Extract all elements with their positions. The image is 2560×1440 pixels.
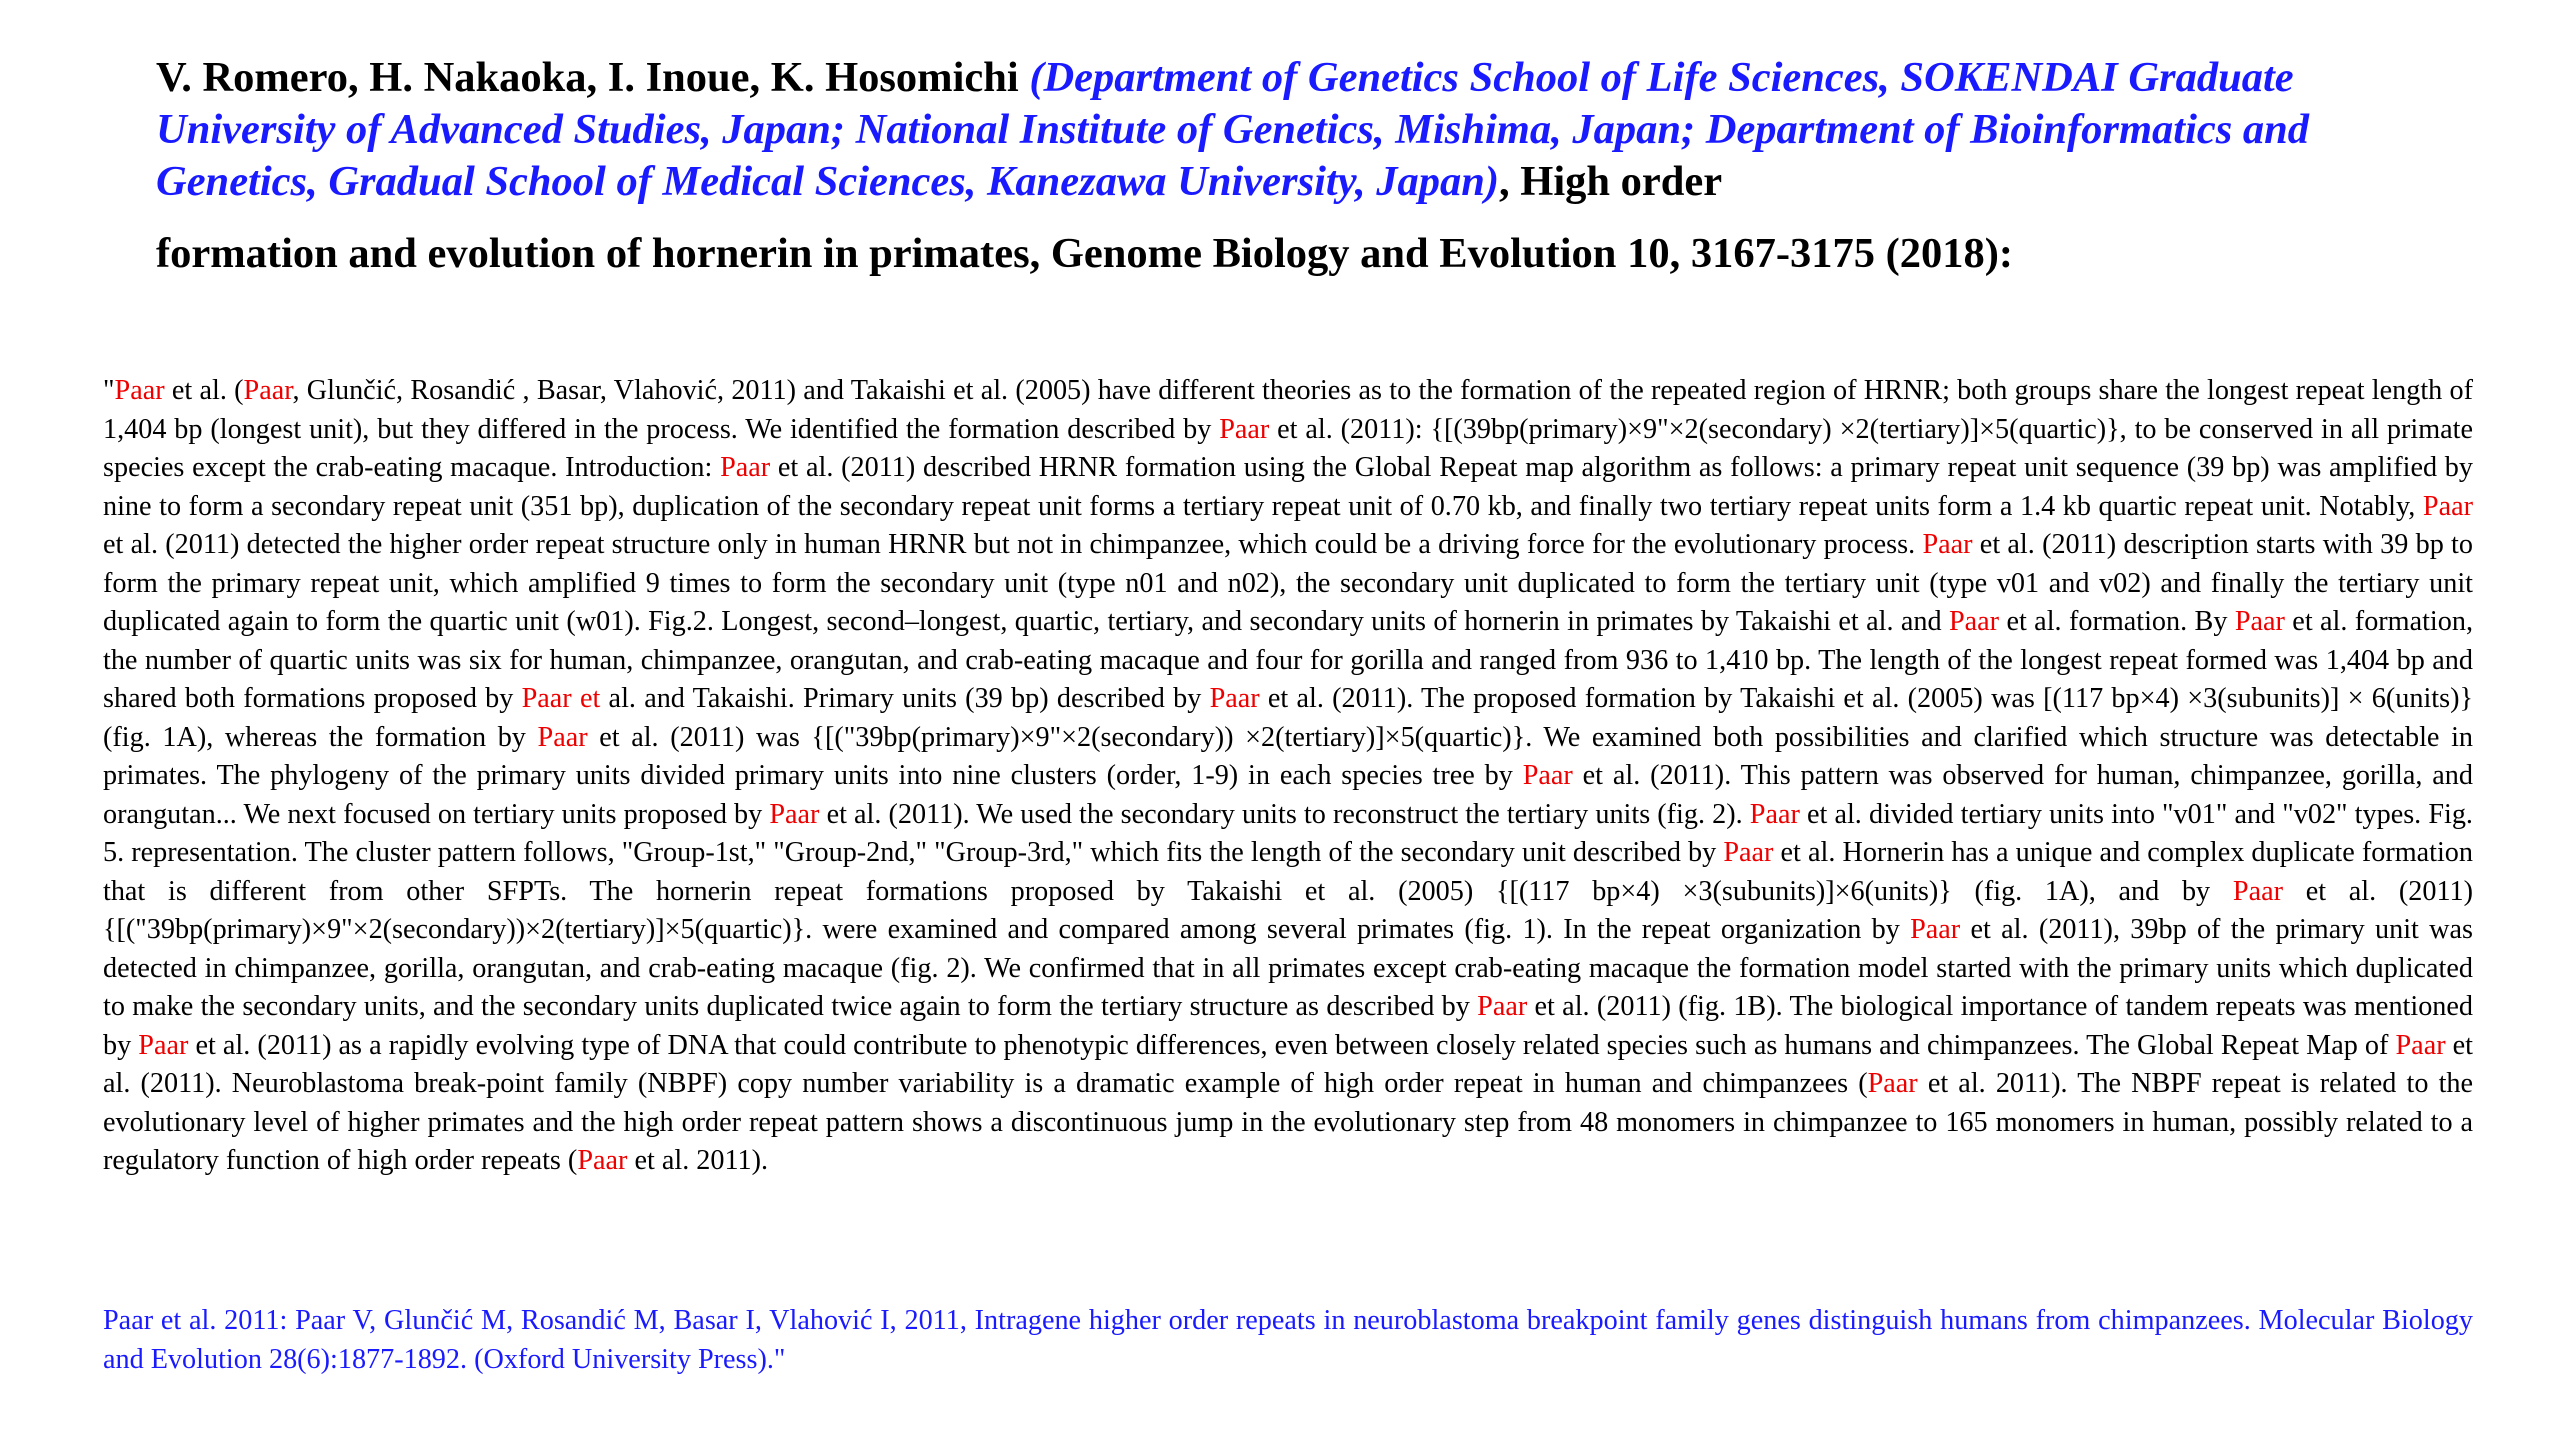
paar-highlight: Paar (1867, 1068, 1918, 1099)
title-part-1: , High order (1499, 158, 1723, 205)
quote-text-segment: et al. divided tertiary units into "v01" and "v02" types. Fig. 5. representation. The cluster pattern follows, "Group-1st," "Group-2nd," "Group-3rd," which fits the length of the secondary unit described by (103, 798, 2473, 868)
quote-text-segment: et al. (2011) was {[("39bp(primary)×9"×2(secondary)) ×2(tertiary)]×5(quartic)}. We examined both possibilities and clarified which structure was detectable in primates. The phylogeny of the primary units divided primary units into nine clusters (order, 1-9) in each species tree by (103, 721, 2473, 791)
paar-highlight: Paar (1948, 606, 2000, 637)
paar-highlight: Paar (1219, 413, 1270, 445)
quote-text-segment: et al. (2011) {[("39bp(primary)×9"×2(secondary))×2(tertiary)]×5(quartic)}. were examined and compared among several primates (fig. 1). In the repeat organization by (103, 875, 2473, 945)
quote-text-segment: al. and Takaishi. Primary units (39 bp) described by (600, 683, 1210, 714)
paar-highlight: Paar (114, 375, 165, 406)
paar-highlight: Paar (1922, 529, 1973, 560)
quote-text-segment: et al. formation, the number of quartic units was six for human, chimpanzee, orangutan, and crab-eating macaque and four for gorilla and ranged from 936 to 1,410 bp. The length of the longest repeat formed was 1,404 bp and shared both formations proposed by (103, 606, 2474, 714)
citation-heading (156, 52, 2456, 280)
paar-highlight: Paar (1749, 798, 1800, 830)
title-part-2: formation and evolution of hornerin in primates, Genome Biology and Evolution 10, 3167-3175 (2018): (156, 230, 2014, 277)
quote-text-segment: et al. formation. By (1999, 606, 2235, 637)
quote-text-segment: et al. (2011), 39bp of the primary unit was detected in chimpanzee, gorilla, orangutan, and crab-eating macaque (fig. 2). We confirmed that in all primates except crab-eating macaque the formation model started with the primary units which duplicated to make the secondary units, and the secondary units duplicated twice again to form the tertiary structure as described by (103, 914, 2474, 1022)
quote-text-segment: et al. (2011) described HRNR formation using the Global Repeat map algorithm as follows: a primary repeat unit sequence (39 bp) was amplified by nine to form a secondary repeat unit (351 bp), duplication of the secondary repeat unit forms a tertiary repeat unit of 0.70 kb, and finally two tertiary repeat units form a 1.4 kb quartic repeat unit. Notably, (103, 452, 2473, 522)
quote-text-segment: et al. Hornerin has a unique and complex duplicate formation that is different from other SFPTs. The hornerin repeat formations proposed by Takaishi et al. (2005) {[(117 bp×4) ×3(subunits)]×6(units)} (fig. 1A), and by (103, 837, 2473, 907)
paar-highlight: Paar (2232, 875, 2283, 907)
quote-text-segment: et al. (2011) (fig. 1B). The biological importance of tandem repeats was mentioned by (103, 991, 2473, 1061)
quote-text-segment: et al. (2011) detected the higher order repeat structure only in human HRNR but not in chimpanzee, which could be a driving force for the evolutionary process. (103, 529, 1923, 560)
paar-highlight: Paar (2422, 490, 2473, 522)
paar-highlight: Paar (138, 1029, 189, 1061)
quote-paragraph (103, 372, 2473, 1181)
authors: V. Romero, H. Nakaoka, I. Inoue, K. Hosomichi (156, 54, 1019, 101)
quote-text-segment: et al. 2011). (627, 1145, 769, 1176)
quote-text-segment: " (103, 375, 115, 406)
affiliation: (Department of Genetics School of Life Sciences, SOKENDAI Graduate University of Advanced Studies, Japan; National Institute of Genetics, Mishima, Japan; Department of Bioinformatics and Genetics, Gradual School of Medical Sciences, Kanezawa University, Japan) (156, 54, 2310, 205)
paar-highlight: Paar (1910, 914, 1961, 945)
quote-text-segment: , Glunčić, Rosandić , Basar, Vlahović, 2011) and Takaishi et al. (2005) have different theories as to the formation of the repeated region of HRNR; both groups share the longest repeat length of 1,404 bp (longest unit), but they differed in the process. We identified the formation described by (103, 375, 2473, 445)
paar-highlight: Paar (1209, 683, 1260, 714)
paar-highlight: Paar (1522, 760, 1573, 791)
quote-text-segment: et al. (2011). This pattern was observed for human, chimpanzee, gorilla, and orangutan... We next focused on tertiary units proposed by (103, 760, 2473, 830)
paar-highlight: Paar (2234, 606, 2285, 637)
quote-text-segment: et al. (2011) description starts with 39 bp to form the primary repeat unit, which amplified 9 times to form the secondary unit (type n01 and n02), the secondary unit duplicated to form the tertiary unit (type v01 and v02) and finally the tertiary unit duplicated again to form the quartic unit (w01). Fig.2. Longest, second–longest, quartic, tertiary, and secondary units of hornerin in primates by Takaishi et al. and (103, 529, 2473, 637)
paar-highlight: Paar (769, 798, 820, 830)
paar-highlight: Paar (2395, 1029, 2446, 1061)
quote-text-segment: et al. (2011). We used the secondary units to reconstruct the tertiary units (fig. 2). (819, 798, 1750, 830)
paar-highlight: Paar et (521, 683, 601, 714)
quote-text-segment: et al. (2011): {[(39bp(primary)×9"×2(secondary) ×2(tertiary)]×5(quartic)}, to be conserved in all primate species except the crab-eating macaque. Introduction: (103, 413, 2473, 483)
quote-text-segment: et al. (2011). The proposed formation by Takaishi et al. (2005) was [(117 bp×4) ×3(subunits)] × 6(units)} (fig. 1A), whereas the formation by (103, 683, 2473, 753)
paar-highlight: Paar (577, 1145, 628, 1176)
paar-highlight: Paar (243, 375, 293, 406)
quote-text-segment: et al. 2011). The NBPF repeat is related to the evolutionary level of higher primates and the high order repeat pattern shows a discontinuous jump in the evolutionary step from 48 monomers in chimpanzee to 165 monomers in human, possibly related to a regulatory function of high order repeats ( (103, 1068, 2474, 1176)
paar-highlight: Paar (720, 452, 771, 483)
paar-highlight: Paar (1477, 991, 1528, 1022)
quote-text-segment: et al. (2011). Neuroblastoma break-point family (NBPF) copy number variability is a dramatic example of high order repeat in human and chimpanzees ( (103, 1029, 2474, 1099)
quote-text-segment: et al. (2011) as a rapidly evolving type of DNA that could contribute to phenotypic differences, even between closely related species such as humans and chimpanzees. The Global Repeat Map of (188, 1029, 2396, 1061)
paar-highlight: Paar (537, 721, 588, 753)
reference-note: Paar et al. 2011: Paar V, Glunčić M, Rosandić M, Basar I, Vlahović I, 2011, Intragene higher order repeats in neuroblastoma breakpoint family genes distinguish humans from chimpanzees. Molecular Biology and Evolution 28(6):1877-1892. (Oxford University Press)." (103, 1305, 2473, 1375)
quote-text-segment: et al. ( (164, 375, 244, 406)
paar-highlight: Paar (1723, 837, 1774, 868)
